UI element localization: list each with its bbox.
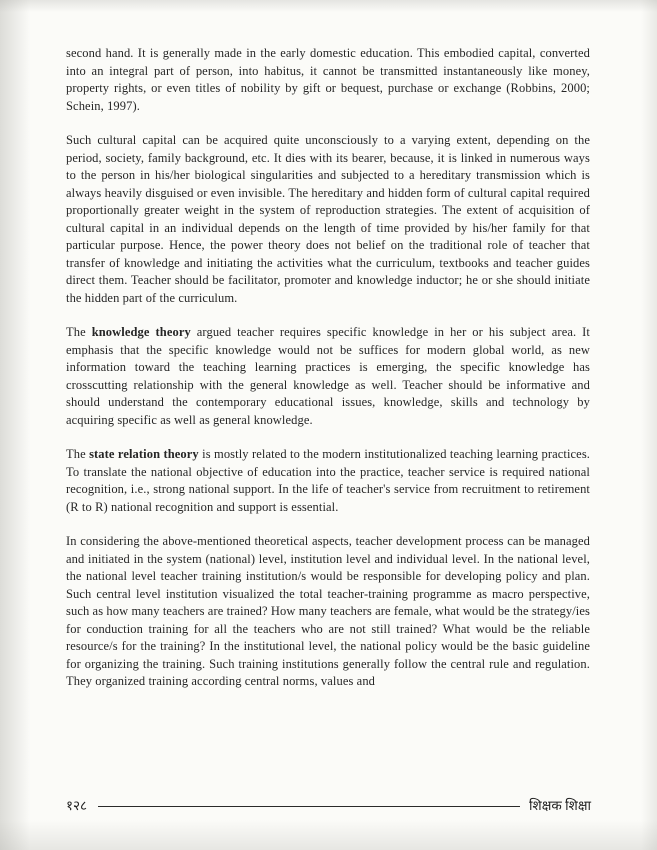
page-footer — [66, 796, 591, 814]
journal-title: शिक्षक शिक्षा — [529, 798, 591, 813]
text-run: argued teacher requires specific knowledge in her or his subject area. It emphasis that the specific knowledge would not be suffices for modern global world, as new information toward the teaching learning practices is emerging, the specific knowledge has crosscutting relationship with the general knowledge as well. Teacher should be informative and should understand the contemporary educational issues, knowledge, skills and technology by acquiring specific as well as general knowledge. — [66, 325, 591, 427]
text-run: state relation theory — [89, 447, 199, 461]
paragraph — [66, 132, 590, 307]
text-run: Such cultural capital can be acquired quite unconsciously to a varying extent, depending on the period, society, family background, etc. It dies with its bearer, because, it is linked in numerous ways to the person in his/her biological singularities and subjected to a hereditary transmission which is always heavily disguised or even invisible. The hereditary and hidden form of cultural capital required proportionally greater weight in the system of reproduction strategies. The extent of acquisition of cultural capital in an individual depends on the length of time provided by his/her family for that particular purpose. Hence, the power theory does not belief on the traditional role of teacher that transfer of knowledge and initiating the activities what the curriculum, textbooks and teacher guides direct them. Teacher should be facilitator, promoter and knowledge inductor; he or she should initiate the hidden part of the curriculum. — [66, 133, 590, 305]
paragraph — [66, 45, 590, 115]
text-run: The — [66, 325, 92, 339]
text-run: second hand. It is generally made in the early domestic education. This embodied capital, converted into an integral part of person, into habitus, it cannot be transmitted instantaneously like money, property rights, or even titles of nobility by gift or bequest, purchase or exchange (Robbins, 2000; Schein, 1997). — [66, 46, 590, 113]
text-run: knowledge theory — [91, 325, 191, 339]
footer-rule — [98, 806, 520, 807]
paragraph — [66, 446, 590, 516]
paragraph — [66, 324, 590, 429]
text-run: The — [66, 447, 90, 461]
page-number: १२८ — [66, 798, 88, 813]
text-run: In considering the above-mentioned theoretical aspects, teacher development process can be managed and initiated in the system (national) level, institution level and individual level. In the national level, the national level teacher training institution/s would be responsible for developing policy and plan. Such central level institution visualized the total teacher-training programme as macro perspective, such as how many teachers are trained? How many teachers are female, what would be the strategy/ies for conduction training for all the teachers who are not still trained? What would be the reliable resource/s for the training? In the institutional level, the national policy would be the basic guideline for organizing the training. Such training institutions generally follow the central rule and regulation. They organized training according central norms, values and — [66, 534, 590, 688]
page-body — [66, 45, 590, 708]
text-run: is mostly related to the modern institutionalized teaching learning practices. To translate the national objective of education into the practice, teacher service is required national recognition, i.e., strong national support. In the life of teacher's service from recruitment to retirement (R to R) national recognition and support is essential. — [66, 447, 591, 514]
paragraph — [66, 533, 590, 691]
